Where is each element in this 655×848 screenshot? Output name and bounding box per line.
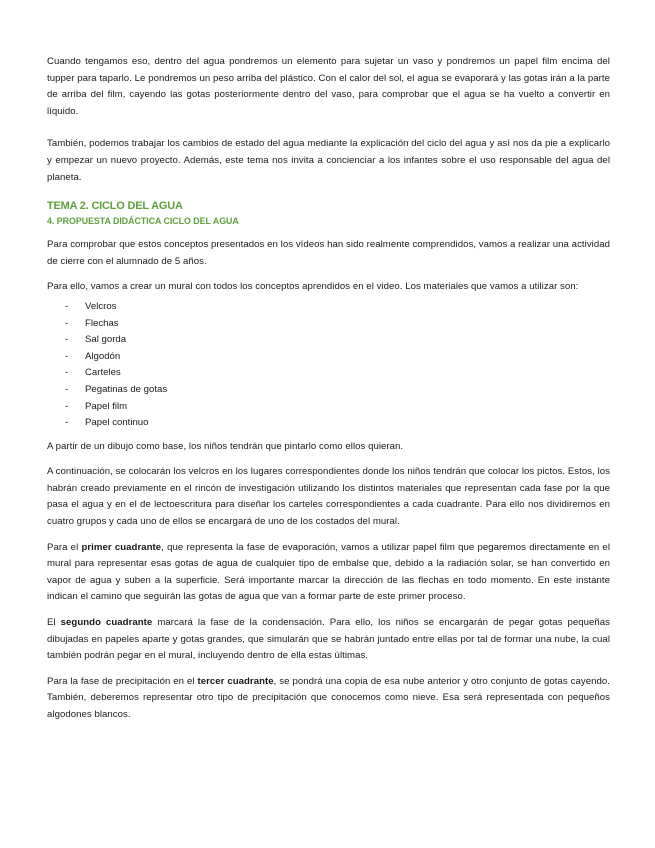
paragraph-second-quadrant: El segundo cuadrante marcará la fase de la condensación. Para ello, los niños se encargarán de pegar gotas pequeñas dibujadas en papeles aparte y gotas grandes, que simularán que se habrán juntado entre ellas por tal de formar una nube, la cual también podrán pegar en el mural, incluyendo dentro de ella estas últimas. xyxy=(47,617,610,662)
paragraph-water-cycle-intro: También, podemos trabajar los cambios de estado del agua mediante la explicación del ciclo del agua y así nos da pie a explicarlo y empezar un nuevo proyecto. Además, este tema nos invita a concienciar a los infantes sobre el uso responsable del agua del planeta. xyxy=(47,138,610,183)
paragraph-third-quadrant: Para la fase de precipitación en el tercer cuadrante, se pondrá una copia de esa nube anterior y otro conjunto de gotas cayendo. También, deberemos representar otro tipo de precipitación que conocemos como nieve. Esa será representada con pequeños algodones blancos. xyxy=(47,675,610,720)
dash-bullet: - xyxy=(65,383,69,395)
list-item: - Papel continuo xyxy=(65,415,610,432)
paragraph-materials-intro: Para ello, vamos a crear un mural con todos los conceptos aprendidos en el video. Los materiales que vamos a utilizar son: xyxy=(47,281,579,293)
dash-bullet: - xyxy=(65,334,69,346)
list-item: - Flechas xyxy=(65,316,610,333)
paragraph-drawing-base: A partir de un dibujo como base, los niños tendrán que pintarlo como ellos quieran. xyxy=(47,440,404,452)
paragraph-closing-activity: Para comprobar que estos conceptos presentados en los vídeos han sido realmente comprendidos, vamos a realizar una actividad de cierre con el alumnado de 5 años. xyxy=(47,239,610,267)
list-item: - Algodón xyxy=(65,349,610,366)
section-title: TEMA 2. CICLO DEL AGUA xyxy=(47,200,183,213)
dash-bullet: - xyxy=(65,367,69,379)
first-quadrant-term: primer cuadrante xyxy=(81,541,162,553)
dash-bullet: - xyxy=(65,417,69,429)
section-subtitle: 4. PROPUESTA DIDÁCTICA CICLO DEL AGUA xyxy=(47,216,239,227)
list-item: - Sal gorda xyxy=(65,332,610,349)
list-item: - Velcros xyxy=(65,299,610,316)
paragraph-velcro-placement: A continuación, se colocarán los velcros en los lugares correspondientes donde los niños tendrán que colocar los pictos. Estos, los habrán creado previamente en el rincón de investigación utilizando los distintos materiales que representan cada fase por la que pasa el agua y en el de lectoescritura para diseñar los carteles correspondientes a cada cuadrante. Para ello nos dividiremos en cuatro grupos y cada uno de ellos se encargará de uno de los costados del mural. xyxy=(47,466,610,528)
list-item: - Papel film xyxy=(65,399,610,416)
materials-list xyxy=(47,299,610,432)
dash-bullet: - xyxy=(65,400,69,412)
dash-bullet: - xyxy=(65,317,69,329)
list-item: - Pegatinas de gotas xyxy=(65,382,610,399)
list-item: - Carteles xyxy=(65,365,610,382)
third-quadrant-term: tercer cuadrante xyxy=(197,675,274,687)
second-quadrant-term: segundo cuadrante xyxy=(60,617,153,629)
paragraph-experiment: Cuando tengamos eso, dentro del agua pondremos un elemento para sujetar un vaso y pondremos un papel film encima del tupper para taparlo. Le pondremos un peso arriba del plástico. Con el calor del sol, el agua se evaporará y las gotas irán a la parte de arriba del film, cayendo las gotas posteriormente dentro del vaso, para comprobar que el agua se ha vuelto a convertir en líquido. xyxy=(47,56,610,117)
paragraph-first-quadrant: Para el primer cuadrante, que representa la fase de evaporación, vamos a utilizar papel film que pegaremos directamente en el mural para representar esas gotas de agua de cualquier tipo de embalse que, debido a la radiación solar, se han convertido en vapor de agua y suben a la superficie. Será importante marcar la dirección de las flechas en todo momento. En este instante indican el camino que seguirán las gotas de agua que van a formar parte de este primer proceso. xyxy=(47,541,611,603)
dash-bullet: - xyxy=(65,350,69,362)
dash-bullet: - xyxy=(65,300,69,312)
